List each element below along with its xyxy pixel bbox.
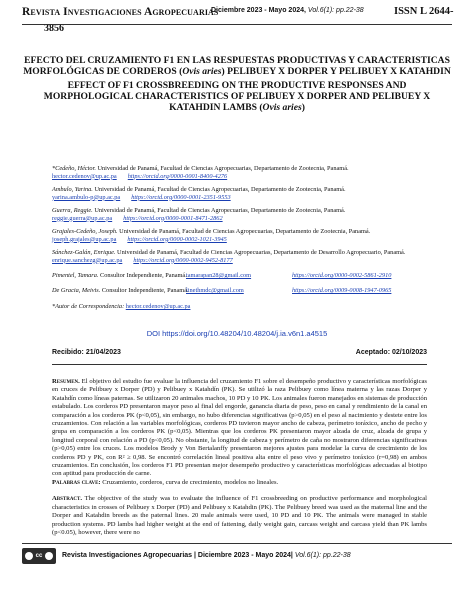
resumen-paragraph (52, 378, 427, 479)
footer-rule (22, 543, 452, 544)
author-email-link[interactable]: linethmdc@gmail.com (186, 287, 244, 294)
page-footer (22, 548, 452, 568)
author-orcid-link[interactable]: https://orcid.org/0000-0002-9452-8177 (133, 256, 233, 264)
title-en-part2: ) (301, 102, 305, 113)
cc-icon (25, 552, 33, 560)
author-email-link[interactable]: reggie.guerra@up.ac.pa (52, 214, 113, 222)
issue-volume: Vol.6(1): pp.22-38 (307, 7, 364, 14)
page-header (22, 6, 462, 36)
author-email-link[interactable]: tamarapan28@gmail.com (186, 272, 252, 279)
author-entry (52, 186, 462, 201)
author-affiliation: Universidad de Panamá, Facultad de Ciencias Agropecuarias, Departamento de Zootecnia, Panamá. (92, 207, 346, 214)
abstract-section (52, 378, 427, 537)
author-email-link[interactable]: yarina.ambulo-p@up.ac.pa (52, 193, 121, 201)
author-name: De Gracia, Meivis. (52, 287, 101, 294)
creative-commons-badge (22, 548, 56, 564)
title-es-species: Ovis aries (182, 66, 222, 77)
author-affiliation: Universidad de Panamá, Facultad de Ciencias Agropecuarias, Departamento de Zootecnia, Panamá. (92, 186, 346, 193)
resumen-text: El objetivo del estudio fue evaluar la influencia del cruzamiento F1 sobre el desempeño productivo y características morfológicas en cruces de Pelibuey x Dorper (PD) y Pelibuey x Katahdín (PK). Se utilizó la raza Pelibuey como línea materna y las razas Dorper y Katahdín como líneas paternas. Se utilizaron 20 animales machos, 10 PD y 10 PK. Los animales fueron manejados en sistemas de producción estabulado. Los corderos PD presentaron mayor peso al final del engorde, ganancia diaria de peso, peso en canal y rendimiento de la canal en comparación a los corderos PK (p<0,05), sin embargo, no hubo diferencias significativas (p>0,05) en el peso al nacimiento y destete entre los cruzamientos. Con relación a las variables morfológicas, corderos PD tuvieron mayor ancho de cabeza, perímetro toráxico, ancho de pecho y grupa en comparación a los corderos PK (p<0,05). Mientras que los corderos PK presentaron mayor alzada de cruz, alzada de grupa y longitud corporal con relación a PD (p<0,05). No obstante, la longitud de cabeza y perímetro de caña no mostraron diferencias significativas (p>0,05) entre los cruces. Los modelos Brody y Von Bertalanffy presentaron mejores ajustes para modelar la curva de crecimiento de los corderos PD y PK, con R² ≥ 0,98. Se encontró correlación lineal positiva alta entre el peso vivo y perímetro toráxico (r=0,98) en ambos cruzamientos. En conclusión, los corderos F1 PD presentan mejor desempeño productivo y características morfológicas adecuadas al biotipo con aptitud para producción de carne. (52, 378, 427, 478)
author-affiliation: Consultor Independiente, Panamá. (98, 272, 187, 279)
author-email-link[interactable]: joseph.grajales@up.ac.pa (52, 235, 117, 243)
correspondence (52, 303, 462, 311)
abstract-text: The objective of the study was to evaluate the influence of F1 crossbreeding on productive performance and morphological characteristics in crosses of Pelibuey x Dorper (PD) and Pelibuey x Katahdin (PK). The Pelibuey breed was used as the maternal line and the Dorper and Katahdin breeds as the paternal lines. 20 male animals were used, 10 PD and 10 PK. The animals were managed in stable production systems. PD lambs had higher weight at the end of fattening, daily weight gain, carcass weight and carcass yield than PK lambs (p<0.05), however, there were no (52, 495, 427, 536)
header-rule (22, 24, 452, 25)
doi-link[interactable]: DOI https://doi.org/10.48204/10.48204/j.ia.v6n1.a4515 (146, 329, 328, 338)
keywords-text: Cruzamiento, corderos, curva de crecimiento, modelos no lineales. (100, 478, 279, 486)
title-spanish (22, 55, 452, 77)
by-icon (45, 552, 53, 560)
author-orcid-link[interactable]: https://orcid.org/0000-0002-5861-2910 (292, 272, 392, 279)
abstract-paragraph (52, 495, 427, 537)
keywords-label: Palabras clave: (52, 478, 101, 486)
author-orcid-link[interactable]: https://orcid.org/0009-0008-1947-0965 (292, 287, 392, 294)
article-dates (52, 349, 427, 356)
title-en-part1: EFFECT OF F1 CROSSBREEDING ON THE PRODUCTIVE RESPONSES AND MORPHOLOGICAL CHARACTERISTICS OF PELIBUEY X DORPER AND PELIBUEY X KATAHDIN LAMBS ( (43, 80, 431, 113)
author-orcid-link[interactable]: https://orcid.org/0000-0001-2351-9553 (131, 193, 231, 201)
abstract-label: Abstract. (52, 495, 83, 503)
footer-volume: Vol.6(1): pp.22-38 (292, 552, 351, 559)
footer-journal: Revista Investigaciones Agropecuarias (62, 552, 193, 559)
author-orcid-link[interactable]: https://orcid.org/0000-0001-8400-4276 (127, 172, 228, 180)
accepted-date: Aceptado: 02/10/2023 (355, 349, 427, 356)
author-affiliation: Universidad de Panamá, Facultad de Ciencias Agropecuarias, Departamento de Desarrollo Agropecuario, Panamá. (115, 249, 406, 256)
title-english (22, 80, 452, 113)
author-affiliation: Universidad de Panamá, Facultad de Ciencias Agropecuarias, Departamento de Zootecnia, Panamá. (95, 165, 349, 172)
correspondence-email-link[interactable]: hector.cedenov@up.ac.pa (125, 303, 191, 310)
author-name: Grajales-Cedeño, Joseph. (52, 228, 118, 235)
title-es-part1: EFECTO DEL CRUZAMIENTO F1 EN LAS RESPUESTAS PRODUCTIVAS Y CARACTERISTICAS MORFOLÓGICAS DE CORDEROS ( (23, 55, 450, 77)
title-en-species: Ovis aries (262, 102, 302, 113)
issue-info (211, 7, 364, 14)
resumen-label: Resumen. (52, 378, 80, 385)
author-affiliation: Consultor Independiente, Panamá. (100, 287, 189, 294)
author-email-link[interactable]: enrique.sanchezg@up.ac.pa (52, 256, 123, 264)
author-orcid-link[interactable]: https://orcid.org/0000-0001-8471-2862 (123, 214, 223, 222)
author-name: Pimentel, Tamara. (52, 272, 99, 279)
author-entry (52, 165, 462, 180)
author-entry (52, 207, 462, 222)
cc-label: cc (35, 553, 43, 559)
author-name: *Cedeño, Héctor. (52, 165, 96, 172)
received-date: Recibido: 21/04/2023 (52, 349, 121, 356)
author-entry (52, 287, 462, 295)
author-name: Guerra, Reggie. (52, 207, 93, 214)
issue-date: Diciembre 2023 - Mayo 2024, (211, 7, 306, 14)
author-entry (52, 249, 462, 264)
author-name: Sánchez-Galán, Enrique. (52, 249, 116, 256)
author-email-link[interactable]: hector.cedenov@up.ac.pa (52, 172, 117, 180)
title-es-part2: ) PELIBUEY X DORPER Y PELIBUEY X KATAHDIN (221, 66, 451, 77)
keywords-paragraph (52, 479, 427, 487)
author-affiliation: Universidad de Panamá, Facultad de Ciencias Agropecuarias, Departamento de Zootecnia, Panamá. (117, 228, 371, 235)
author-name: Ambulo, Yarina. (52, 186, 93, 193)
issn-continued: 3856 (44, 23, 64, 34)
issn: ISSN L 2644- (394, 6, 454, 17)
correspondence-label: *Autor de Correspondencia: (52, 303, 125, 310)
abstract-rule (52, 364, 427, 365)
author-entry (52, 228, 462, 243)
author-orcid-link[interactable]: https://orcid.org/0000-0002-1021-3945 (127, 235, 227, 243)
author-entry (52, 272, 462, 280)
article-titles (22, 55, 452, 113)
journal-title: Revista Investigaciones Agropecuarias (22, 6, 219, 18)
footer-date: | Diciembre 2023 - Mayo 2024| (192, 552, 293, 559)
footer-citation (62, 552, 351, 559)
